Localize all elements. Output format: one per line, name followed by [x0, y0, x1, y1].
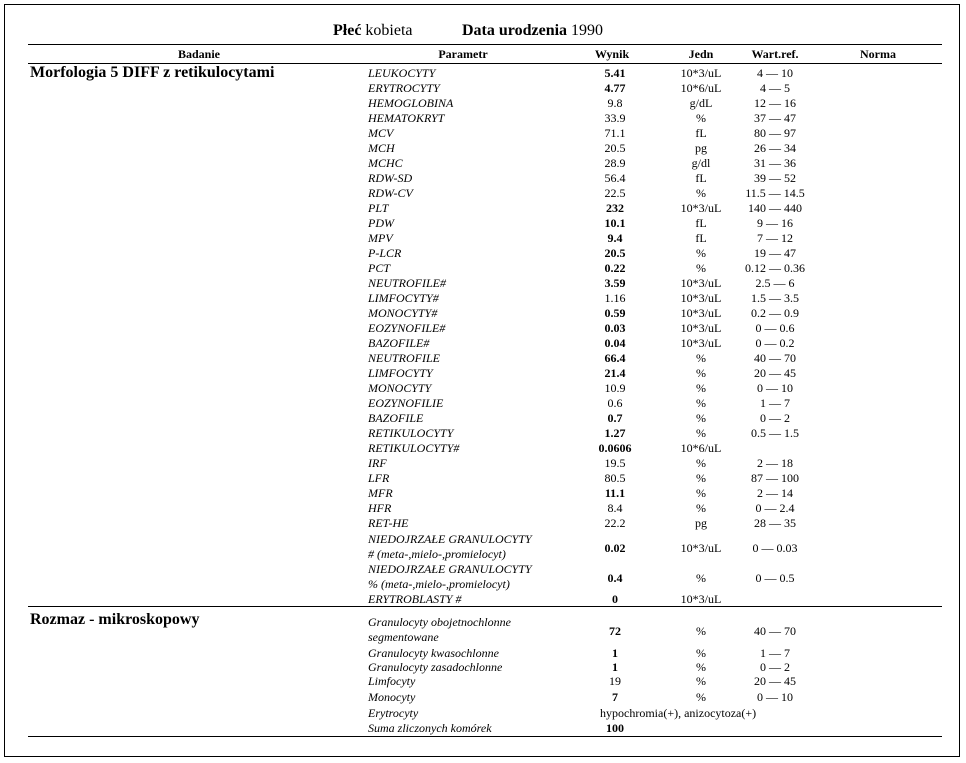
- result-value: 0.0606: [598, 441, 632, 455]
- table-row: [0, 562, 966, 594]
- reference-range: 0 — 2: [760, 411, 790, 425]
- section-title-rozmaz: Rozmaz - mikroskopowy: [30, 611, 200, 628]
- unit: 10*3/uL: [680, 321, 722, 335]
- result-value: 7: [612, 690, 618, 704]
- parameter-line: HEMATOKRYT: [368, 111, 445, 125]
- result-value: 1: [612, 660, 618, 674]
- result-value: 100: [606, 721, 624, 735]
- result-value: 19: [609, 674, 621, 688]
- table-row: [0, 532, 966, 564]
- parameter-line: PLT: [368, 201, 389, 215]
- unit: fL: [695, 126, 707, 140]
- parameter-name: [368, 246, 401, 261]
- table-row: [0, 231, 966, 246]
- parameter-name: [368, 126, 393, 141]
- parameter-name: [368, 171, 412, 186]
- reference-range: 12 — 16: [754, 96, 796, 110]
- parameter-name: [368, 615, 511, 645]
- reference-range: 0 — 0.03: [752, 541, 798, 555]
- parameter-name: [368, 501, 391, 516]
- result-value: 0.02: [604, 541, 626, 555]
- parameter-name: [368, 592, 461, 607]
- table-row: [0, 306, 966, 321]
- table-row: [0, 186, 966, 201]
- reference-range: 0 — 2.4: [755, 501, 795, 515]
- dob-field: [462, 22, 603, 40]
- reference-range: 4 — 5: [760, 81, 790, 95]
- reference-range: 11.5 — 14.5: [745, 186, 805, 200]
- parameter-line: PDW: [368, 216, 394, 230]
- table-row: [0, 261, 966, 276]
- result-value: 10.9: [604, 381, 626, 395]
- reference-range: 9 — 16: [757, 216, 793, 230]
- table-row: [0, 141, 966, 156]
- parameter-name: [368, 291, 439, 306]
- parameter-line: MCHC: [368, 156, 403, 170]
- unit: %: [696, 646, 706, 660]
- parameter-line: Granulocyty zasadochlonne: [368, 660, 503, 674]
- result-value: 72: [609, 624, 621, 638]
- unit: 10*3/uL: [680, 592, 722, 606]
- result-description: hypochromia(+), anizocytoza(+): [600, 706, 757, 720]
- table-row: [0, 456, 966, 471]
- parameter-line: MONOCYTY: [368, 381, 432, 395]
- table-row: [0, 471, 966, 486]
- result-value: 0: [612, 592, 618, 606]
- table-row: [0, 411, 966, 426]
- parameter-line: ERYTROBLASTY #: [368, 592, 462, 606]
- parameter-name: [368, 306, 437, 321]
- result-value: 5.41: [604, 66, 626, 80]
- result-value: 19.5: [604, 456, 626, 470]
- result-value: 1.16: [604, 291, 626, 305]
- parameter-line: RET-HE: [368, 516, 409, 530]
- result-value: 56.4: [604, 171, 626, 185]
- table-row: [0, 381, 966, 396]
- parameter-line: MCV: [368, 126, 394, 140]
- parameter-line: HFR: [368, 501, 392, 515]
- unit: fL: [695, 171, 707, 185]
- table-row: [0, 216, 966, 231]
- parameter-line: Granulocyty obojetnochlonne: [368, 615, 511, 629]
- result-value: 33.9: [604, 111, 626, 125]
- unit: %: [696, 246, 706, 260]
- table-bottom-rule: [28, 736, 942, 737]
- parameter-line: LEUKOCYTY: [368, 66, 436, 80]
- parameter-line: NEUTROFILE#: [368, 276, 446, 290]
- reference-range: 87 — 100: [751, 471, 799, 485]
- parameter-line: MONOCYTY#: [368, 306, 438, 320]
- unit: %: [696, 396, 706, 410]
- unit: %: [696, 426, 706, 440]
- result-value: 232: [606, 201, 624, 215]
- result-value: 80.5: [604, 471, 626, 485]
- parameter-name: [368, 456, 387, 471]
- parameter-line: RDW-CV: [368, 186, 413, 200]
- table-row: [0, 111, 966, 126]
- sex-value: kobieta: [365, 22, 413, 39]
- sex-field: [333, 22, 413, 40]
- unit: %: [696, 624, 706, 638]
- parameter-name: [368, 186, 413, 201]
- result-value: 11.1: [604, 486, 626, 500]
- table-row: [0, 615, 966, 647]
- result-value: 71.1: [604, 126, 626, 140]
- reference-range: 28 — 35: [754, 516, 796, 530]
- section-divider: [28, 606, 942, 607]
- reference-range: 0 — 2: [760, 660, 790, 674]
- table-row: [0, 646, 966, 661]
- result-value: 4.77: [604, 81, 626, 95]
- parameter-line: LIMFOCYTY: [368, 366, 433, 380]
- parameter-name: [368, 321, 445, 336]
- result-value: 9.4: [607, 231, 623, 245]
- reference-range: 4 — 10: [757, 66, 793, 80]
- parameter-name: [368, 516, 408, 531]
- result-value: 0.22: [604, 261, 626, 275]
- result-value: 1: [612, 646, 618, 660]
- col-header-wynik: Wynik: [594, 47, 630, 61]
- parameter-line: P-LCR: [368, 246, 402, 260]
- parameter-line: PCT: [368, 261, 391, 275]
- parameter-line: NIEDOJRZAŁE GRANULOCYTY: [368, 532, 532, 546]
- unit: %: [696, 690, 706, 704]
- section-title-morfologia: Morfologia 5 DIFF z retikulocytami: [30, 64, 275, 81]
- sex-label: Płeć: [333, 22, 362, 39]
- table-row: [0, 706, 966, 721]
- result-value: 28.9: [604, 156, 626, 170]
- table-row: [0, 426, 966, 441]
- unit: %: [696, 486, 706, 500]
- parameter-line: Suma zliczonych komórek: [368, 721, 492, 735]
- parameter-name: [368, 66, 435, 81]
- parameter-name: [368, 111, 444, 126]
- table-row: [0, 501, 966, 516]
- table-row: [0, 96, 966, 111]
- parameter-line: NEUTROFILE: [368, 351, 440, 365]
- table-row: [0, 201, 966, 216]
- parameter-line: RETIKULOCYTY#: [368, 441, 460, 455]
- result-value: 8.4: [607, 501, 623, 515]
- parameter-name: [368, 486, 393, 501]
- parameter-line-2: % (meta-,mielo-,promielocyt): [368, 577, 510, 591]
- parameter-line: LFR: [368, 471, 390, 485]
- table-row: [0, 156, 966, 171]
- unit: 10*3/uL: [680, 201, 722, 215]
- unit: %: [696, 471, 706, 485]
- parameter-name: [368, 411, 423, 426]
- unit: %: [696, 674, 706, 688]
- parameter-line: HEMOGLOBINA: [368, 96, 454, 110]
- table-row: [0, 126, 966, 141]
- dob-label: Data urodzenia: [462, 22, 568, 39]
- parameter-name: [368, 141, 395, 156]
- dob-value: 1990: [571, 22, 604, 39]
- parameter-name: [368, 646, 499, 661]
- result-value: 9.8: [607, 96, 623, 110]
- unit: fL: [695, 216, 707, 230]
- reference-range: 1 — 7: [760, 396, 790, 410]
- parameter-line: EOZYNOFILE#: [368, 321, 446, 335]
- parameter-name: [368, 366, 433, 381]
- reference-range: 31 — 36: [754, 156, 796, 170]
- table-row: [0, 276, 966, 291]
- parameter-line: RETIKULOCYTY: [368, 426, 454, 440]
- unit: %: [696, 351, 706, 365]
- parameter-name: [368, 276, 446, 291]
- parameter-line: EOZYNOFILIE: [368, 396, 444, 410]
- result-value: 0.7: [607, 411, 623, 425]
- unit: 10*3/uL: [680, 66, 722, 80]
- result-value: 22.2: [604, 516, 626, 530]
- unit: 10*6/uL: [680, 441, 722, 455]
- parameter-line-2: # (meta-,mielo-,promielocyt): [368, 547, 506, 561]
- unit: 10*3/uL: [680, 336, 722, 350]
- unit: %: [696, 111, 706, 125]
- unit: 10*3/uL: [680, 541, 722, 555]
- reference-range: 0 — 10: [757, 381, 793, 395]
- table-row: [0, 690, 966, 705]
- table-row: [0, 441, 966, 456]
- parameter-line: MPV: [368, 231, 393, 245]
- parameter-name: [368, 396, 443, 411]
- parameter-name: [368, 231, 393, 246]
- unit: %: [696, 660, 706, 674]
- reference-range: 80 — 97: [754, 126, 796, 140]
- reference-range: 40 — 70: [754, 351, 796, 365]
- parameter-line: Limfocyty: [368, 674, 416, 688]
- table-row: [0, 486, 966, 501]
- unit: %: [696, 186, 706, 200]
- unit: %: [696, 501, 706, 515]
- reference-range: 19 — 47: [754, 246, 796, 260]
- table-row: [0, 721, 966, 736]
- result-value: 20.5: [604, 141, 626, 155]
- table-row: [0, 66, 966, 81]
- reference-range: 20 — 45: [754, 366, 796, 380]
- table-row: [0, 516, 966, 531]
- result-value: 1.27: [604, 426, 626, 440]
- result-value: 22.5: [604, 186, 626, 200]
- result-value: 66.4: [604, 351, 626, 365]
- parameter-name: [368, 96, 453, 111]
- table-row: [0, 366, 966, 381]
- parameter-name: [368, 562, 532, 592]
- result-value: 10.1: [604, 216, 626, 230]
- reference-range: 20 — 45: [754, 674, 796, 688]
- reference-range: 1 — 7: [760, 646, 790, 660]
- table-row: [0, 246, 966, 261]
- unit: g/dl: [691, 156, 711, 170]
- table-row: [0, 592, 966, 607]
- table-row: [0, 396, 966, 411]
- parameter-name: [368, 690, 415, 705]
- reference-range: 0 — 10: [757, 690, 793, 704]
- reference-range: 1.5 — 3.5: [751, 291, 799, 305]
- parameter-name: [368, 706, 418, 721]
- table-row: [0, 674, 966, 689]
- col-header-badanie: Badanie: [177, 47, 221, 61]
- parameter-name: [368, 426, 453, 441]
- parameter-line: MFR: [368, 486, 393, 500]
- result-value: 0.6: [607, 396, 623, 410]
- parameter-line: MCH: [368, 141, 395, 155]
- parameter-line: NIEDOJRZAŁE GRANULOCYTY: [368, 562, 532, 576]
- unit: 10*3/uL: [680, 291, 722, 305]
- result-value: 20.5: [604, 246, 626, 260]
- unit: pg: [695, 516, 707, 530]
- parameter-line: Granulocyty kwasochlonne: [368, 646, 499, 660]
- unit: %: [696, 411, 706, 425]
- reference-range: 140 — 440: [748, 201, 802, 215]
- unit: %: [696, 366, 706, 380]
- header-rule-top: [28, 44, 942, 45]
- unit: %: [696, 261, 706, 275]
- parameter-name: [368, 660, 502, 675]
- parameter-name: [368, 721, 492, 736]
- parameter-line: BAZOFILE: [368, 411, 424, 425]
- reference-range: 40 — 70: [754, 624, 796, 638]
- result-value: 3.59: [604, 276, 626, 290]
- reference-range: 2 — 14: [757, 486, 793, 500]
- reference-range: 0.2 — 0.9: [751, 306, 799, 320]
- parameter-line-2: segmentowane: [368, 630, 439, 644]
- result-value: 0.03: [604, 321, 626, 335]
- parameter-line: RDW-SD: [368, 171, 413, 185]
- table-row: [0, 171, 966, 186]
- parameter-name: [368, 471, 389, 486]
- parameter-name: [368, 261, 390, 276]
- reference-range: 39 — 52: [754, 171, 796, 185]
- reference-range: 0 — 0.2: [755, 336, 795, 350]
- parameter-line: Erytrocyty: [368, 706, 419, 720]
- unit: 10*6/uL: [680, 81, 722, 95]
- parameter-line: Monocyty: [368, 690, 416, 704]
- unit: fL: [695, 231, 707, 245]
- col-header-wart-ref: Wart.ref.: [751, 47, 799, 61]
- reference-range: 7 — 12: [757, 231, 793, 245]
- col-header-jedn: Jedn: [688, 47, 714, 61]
- table-row: [0, 321, 966, 336]
- unit: %: [696, 381, 706, 395]
- unit: 10*3/uL: [680, 276, 722, 290]
- result-value: 0.4: [607, 571, 623, 585]
- table-row: [0, 81, 966, 96]
- parameter-line: BAZOFILE#: [368, 336, 430, 350]
- reference-range: 0.12 — 0.36: [745, 261, 805, 275]
- unit: g/dL: [689, 96, 713, 110]
- table-row: [0, 336, 966, 351]
- reference-range: 37 — 47: [754, 111, 796, 125]
- parameter-name: [368, 381, 431, 396]
- col-header-parametr: Parametr: [438, 47, 488, 61]
- parameter-line: ERYTROCYTY: [368, 81, 440, 95]
- parameter-name: [368, 156, 403, 171]
- parameter-name: [368, 81, 440, 96]
- parameter-name: [368, 201, 388, 216]
- unit: 10*3/uL: [680, 306, 722, 320]
- table-row: [0, 351, 966, 366]
- reference-range: 26 — 34: [754, 141, 796, 155]
- table-row: [0, 291, 966, 306]
- parameter-name: [368, 351, 440, 366]
- parameter-name: [368, 674, 415, 689]
- parameter-line: IRF: [368, 456, 387, 470]
- table-row: [0, 660, 966, 675]
- reference-range: 0 — 0.5: [755, 571, 795, 585]
- parameter-name: [368, 441, 459, 456]
- col-header-norma: Norma: [860, 47, 896, 61]
- reference-range: 2.5 — 6: [755, 276, 795, 290]
- unit: %: [696, 456, 706, 470]
- reference-range: 0 — 0.6: [755, 321, 795, 335]
- parameter-name: [368, 336, 429, 351]
- reference-range: 2 — 18: [757, 456, 793, 470]
- parameter-line: LIMFOCYTY#: [368, 291, 439, 305]
- parameter-name: [368, 532, 532, 562]
- reference-range: 0.5 — 1.5: [751, 426, 799, 440]
- unit: pg: [695, 141, 707, 155]
- unit: %: [696, 571, 706, 585]
- result-value: 0.04: [604, 336, 626, 350]
- result-value: 21.4: [604, 366, 626, 380]
- result-value: 0.59: [604, 306, 626, 320]
- parameter-name: [368, 216, 394, 231]
